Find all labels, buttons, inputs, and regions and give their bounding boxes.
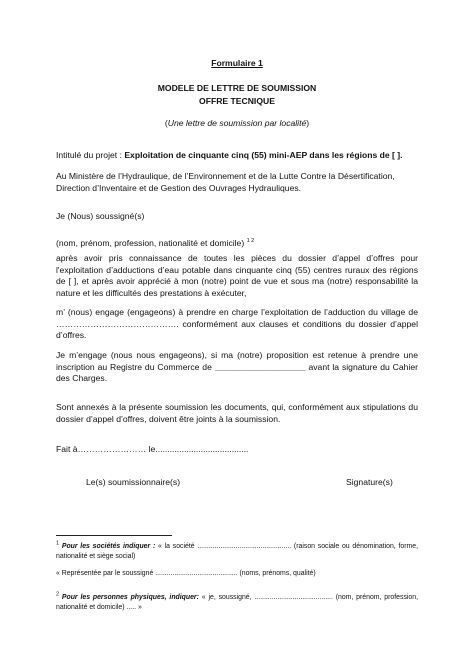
place-date-line: Fait à…………………… le....................................... xyxy=(56,444,249,454)
note-open: ( xyxy=(164,118,168,128)
title-note xyxy=(0,118,474,130)
form-number: Formulaire 1 xyxy=(211,58,263,68)
paragraph-annexes: Sont annexés à la présente soumission les documents, qui, conformément aux stipulations du dossier d’appel d’offres, doivent être joints à la soumission. xyxy=(56,402,418,424)
footnote-1-line-2: « Représentée par le soussigné ........................................... (noms, prénoms, qualité) xyxy=(56,570,316,577)
undersigned-line: Je (Nous) soussigné(s) xyxy=(56,211,145,221)
footnote-1-number: 1 xyxy=(56,540,60,547)
registration-text-start: Je m’engage (nous nous engageons), si ma (notre) proposition est retenue à prendre une inscription au Registre du Commerce de xyxy=(56,350,418,372)
footnote-1-label: Pour les sociétés indiquer : xyxy=(61,543,156,550)
addressee-line-1: Au Ministère de l’Hydraulique, de l’Environnement et de la Lutte Contre la Désertification, xyxy=(56,171,395,181)
paragraph-registration xyxy=(56,350,418,385)
paragraph-knowledge: après avoir pris connaissance de toutes les pièces du dossier d’appel d’offres pour l'exploitation d’adductions d’eau potable dans cinquante cinq (55) centres ruraux des régions de [ ], et après avoir apprécié à mon (notre) point de vue et sous ma (notre) responsabilité la nature et les difficultés des prestations à exécuter, xyxy=(56,253,418,298)
signature-label: Signature(s) xyxy=(346,477,393,487)
identity-footnote-refs: 1 2 xyxy=(246,238,255,245)
paragraph-commitment: m’ (nous) engage (engageons) à prendre en charge l’exploitation de l’adduction du village de ……………………………………. conformément aux clauses et conditions du dossier d’appel d’offres. xyxy=(56,307,418,341)
footnote-separator xyxy=(56,535,172,536)
note-close: ) xyxy=(306,118,310,128)
bidders-label: Le(s) soumissionnaire(s) xyxy=(86,477,181,487)
footnote-2-number: 2 xyxy=(56,591,60,598)
footnote-2-text: « je, soussigné, ......................................... (nom, prénom, profession, nationalité et domicile) ..... » xyxy=(56,594,419,611)
footnote-2-label: Pour les personnes physiques, indiquer: xyxy=(61,594,199,601)
registration-text-end: avant la signature du Cahier des Charges. xyxy=(56,361,418,384)
document-title: MODELE DE LETTRE DE SOUMISSION xyxy=(157,83,317,93)
footnote-1-text: « la société ................................................. (raison sociale ou dénomination, forme, nationalité et siège social) xyxy=(56,543,418,560)
footnote-2 xyxy=(56,593,418,613)
identity-text: (nom, prénom, profession, nationalité et domicile) xyxy=(56,238,247,248)
project-label: Intitulé du projet : xyxy=(56,150,125,160)
project-line xyxy=(56,150,403,162)
addressee-line-2: Direction d’Inventaire et de Gestion des Ouvrages Hydrauliques. xyxy=(56,183,302,193)
project-name: Exploitation de cinquante cinq (55) mini-AEP dans les régions de [ ]. xyxy=(124,150,403,160)
identity-line xyxy=(56,238,254,250)
footnote-1 xyxy=(56,542,418,562)
note-text: Une lettre de soumission par localité xyxy=(167,118,307,128)
document-subtitle: OFFRE TECNIQUE xyxy=(199,96,275,106)
registration-blank: ___________________ xyxy=(214,361,306,372)
